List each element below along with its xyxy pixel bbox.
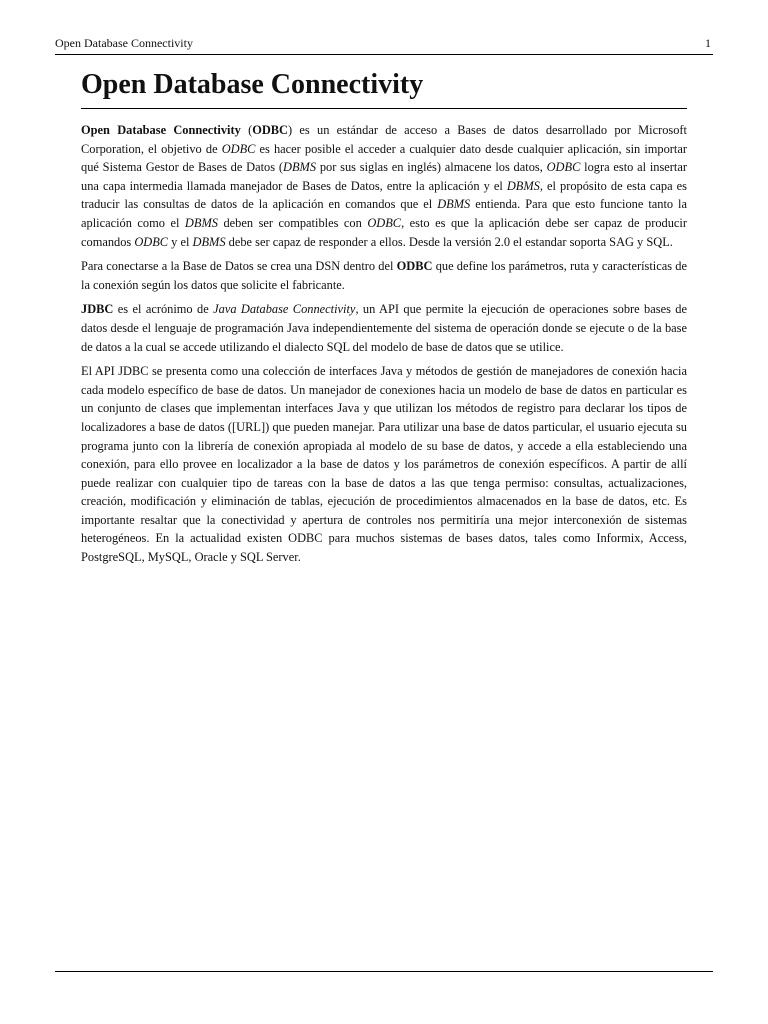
- paragraph-jdbc-api: El API JDBC se presenta como una colección de interfaces Java y métodos de gestión de manejadores de conexión hacia cada modelo específico de base de datos. Un manejador de conexiones hacia un modelo de base de datos en particular es un conjunto de clases que implementan interfaces Java y que utilizan los métodos de registro para declarar los tipos de localizadores a base de datos ([URL]) que pueden manejar. Para utilizar una base de datos particular, el usuario ejecuta su programa junto con la librería de conexión apropiada al modelo de su base de datos, y accede a ella estableciendo una conexión, para ello provee en localizador a la base de datos y los parámetros de conexión específicos. A partir de allí puede realizar con cualquier tipo de tareas con la base de datos a las que tenga permiso: consultas, actualizaciones, creación, modificación y eliminación de tablas, ejecución de procedimientos almacenados en la base de datos, etc. Es importante resaltar que la conectividad y apertura de controles nos permitiría una mejor interconexión de sistemas heterogéneos. En la actualidad existen ODBC para muchos sistemas de bases datos, tales como Informix, Access, PostgreSQL, MySQL, Oracle y SQL Server.: [81, 364, 687, 565]
- term-odbc-bold: Open Database Connectivity: [81, 123, 241, 137]
- acronym-jdbc-bold: JDBC: [81, 302, 114, 317]
- text-run: es hacer posible el acceder a cualquier dato desde cualquier aplicación, sin importar qué Sistema Gestor de Bases de Datos (: [81, 141, 687, 175]
- page-number: 1: [705, 36, 711, 50]
- text-run: deben ser compatibles con: [217, 215, 368, 230]
- running-header: [55, 34, 713, 55]
- text-run: debe ser capaz de responder a ellos. Desde la versión 2.0 el estandar soporta SAG y SQL.: [225, 234, 673, 249]
- text-run: es el acrónimo de: [113, 302, 214, 317]
- text-run: entienda. Para que esto funcione tanto la aplicación como el: [81, 197, 688, 230]
- text-run: que define los parámetros, ruta y características de la conexión según los datos que solicite el fabricante.: [81, 259, 687, 292]
- text-run: , esto es que la aplicación debe ser capaz de producir comandos: [81, 215, 687, 249]
- text-run: , un API que permite la ejecución de operaciones sobre bases de datos desde el lenguaje de programación Java independientemente del sistema de operación donde se ejecute o de la base de datos a la cual se accede utilizando el dialecto SQL del modelo de base de datos que se utilice.: [81, 302, 687, 354]
- italic-jdbc-expansion: Java Database Connectivity: [213, 302, 356, 317]
- paragraph-jdbc: [81, 300, 687, 356]
- text-run: por sus siglas en inglés) almacene los datos,: [316, 160, 547, 175]
- italic-dbms: DBMS: [283, 160, 317, 175]
- italic-dbms: DBMS: [437, 197, 471, 212]
- italic-dbms: DBMS: [506, 178, 540, 193]
- text-run: logra esto al insertar una capa intermedia llamada manejador de Bases de Datos, entre la aplicación y el: [81, 160, 687, 193]
- italic-dbms: DBMS: [184, 215, 218, 230]
- italic-odbc: ODBC: [546, 160, 581, 175]
- acronym-odbc-bold: ODBC: [396, 259, 433, 274]
- running-title: Open Database Connectivity: [55, 36, 193, 50]
- acronym-odbc-bold: ODBC: [252, 123, 289, 137]
- italic-odbc: ODBC: [221, 141, 256, 156]
- text-run: (: [240, 123, 253, 137]
- text-run: ) es un estándar de acceso a Bases de datos desarrollado por Microsoft Corporation, el objetivo de: [81, 123, 687, 156]
- text-run: Para conectarse a la Base de Datos se crea una DSN dentro del: [81, 259, 397, 274]
- italic-odbc: ODBC: [367, 215, 402, 230]
- paragraph-odbc-intro: [81, 121, 687, 251]
- text-run: y el: [168, 234, 193, 249]
- article-body: [81, 68, 687, 567]
- italic-dbms: DBMS: [192, 234, 226, 249]
- italic-odbc: ODBC: [134, 234, 169, 249]
- footer-rule: [55, 971, 713, 972]
- text-run: , el propósito de esta capa es traducir las consultas de datos de la aplicación en comandos que el: [81, 178, 687, 212]
- page-title: Open Database Connectivity: [81, 68, 687, 109]
- paragraph-dsn: [81, 257, 687, 294]
